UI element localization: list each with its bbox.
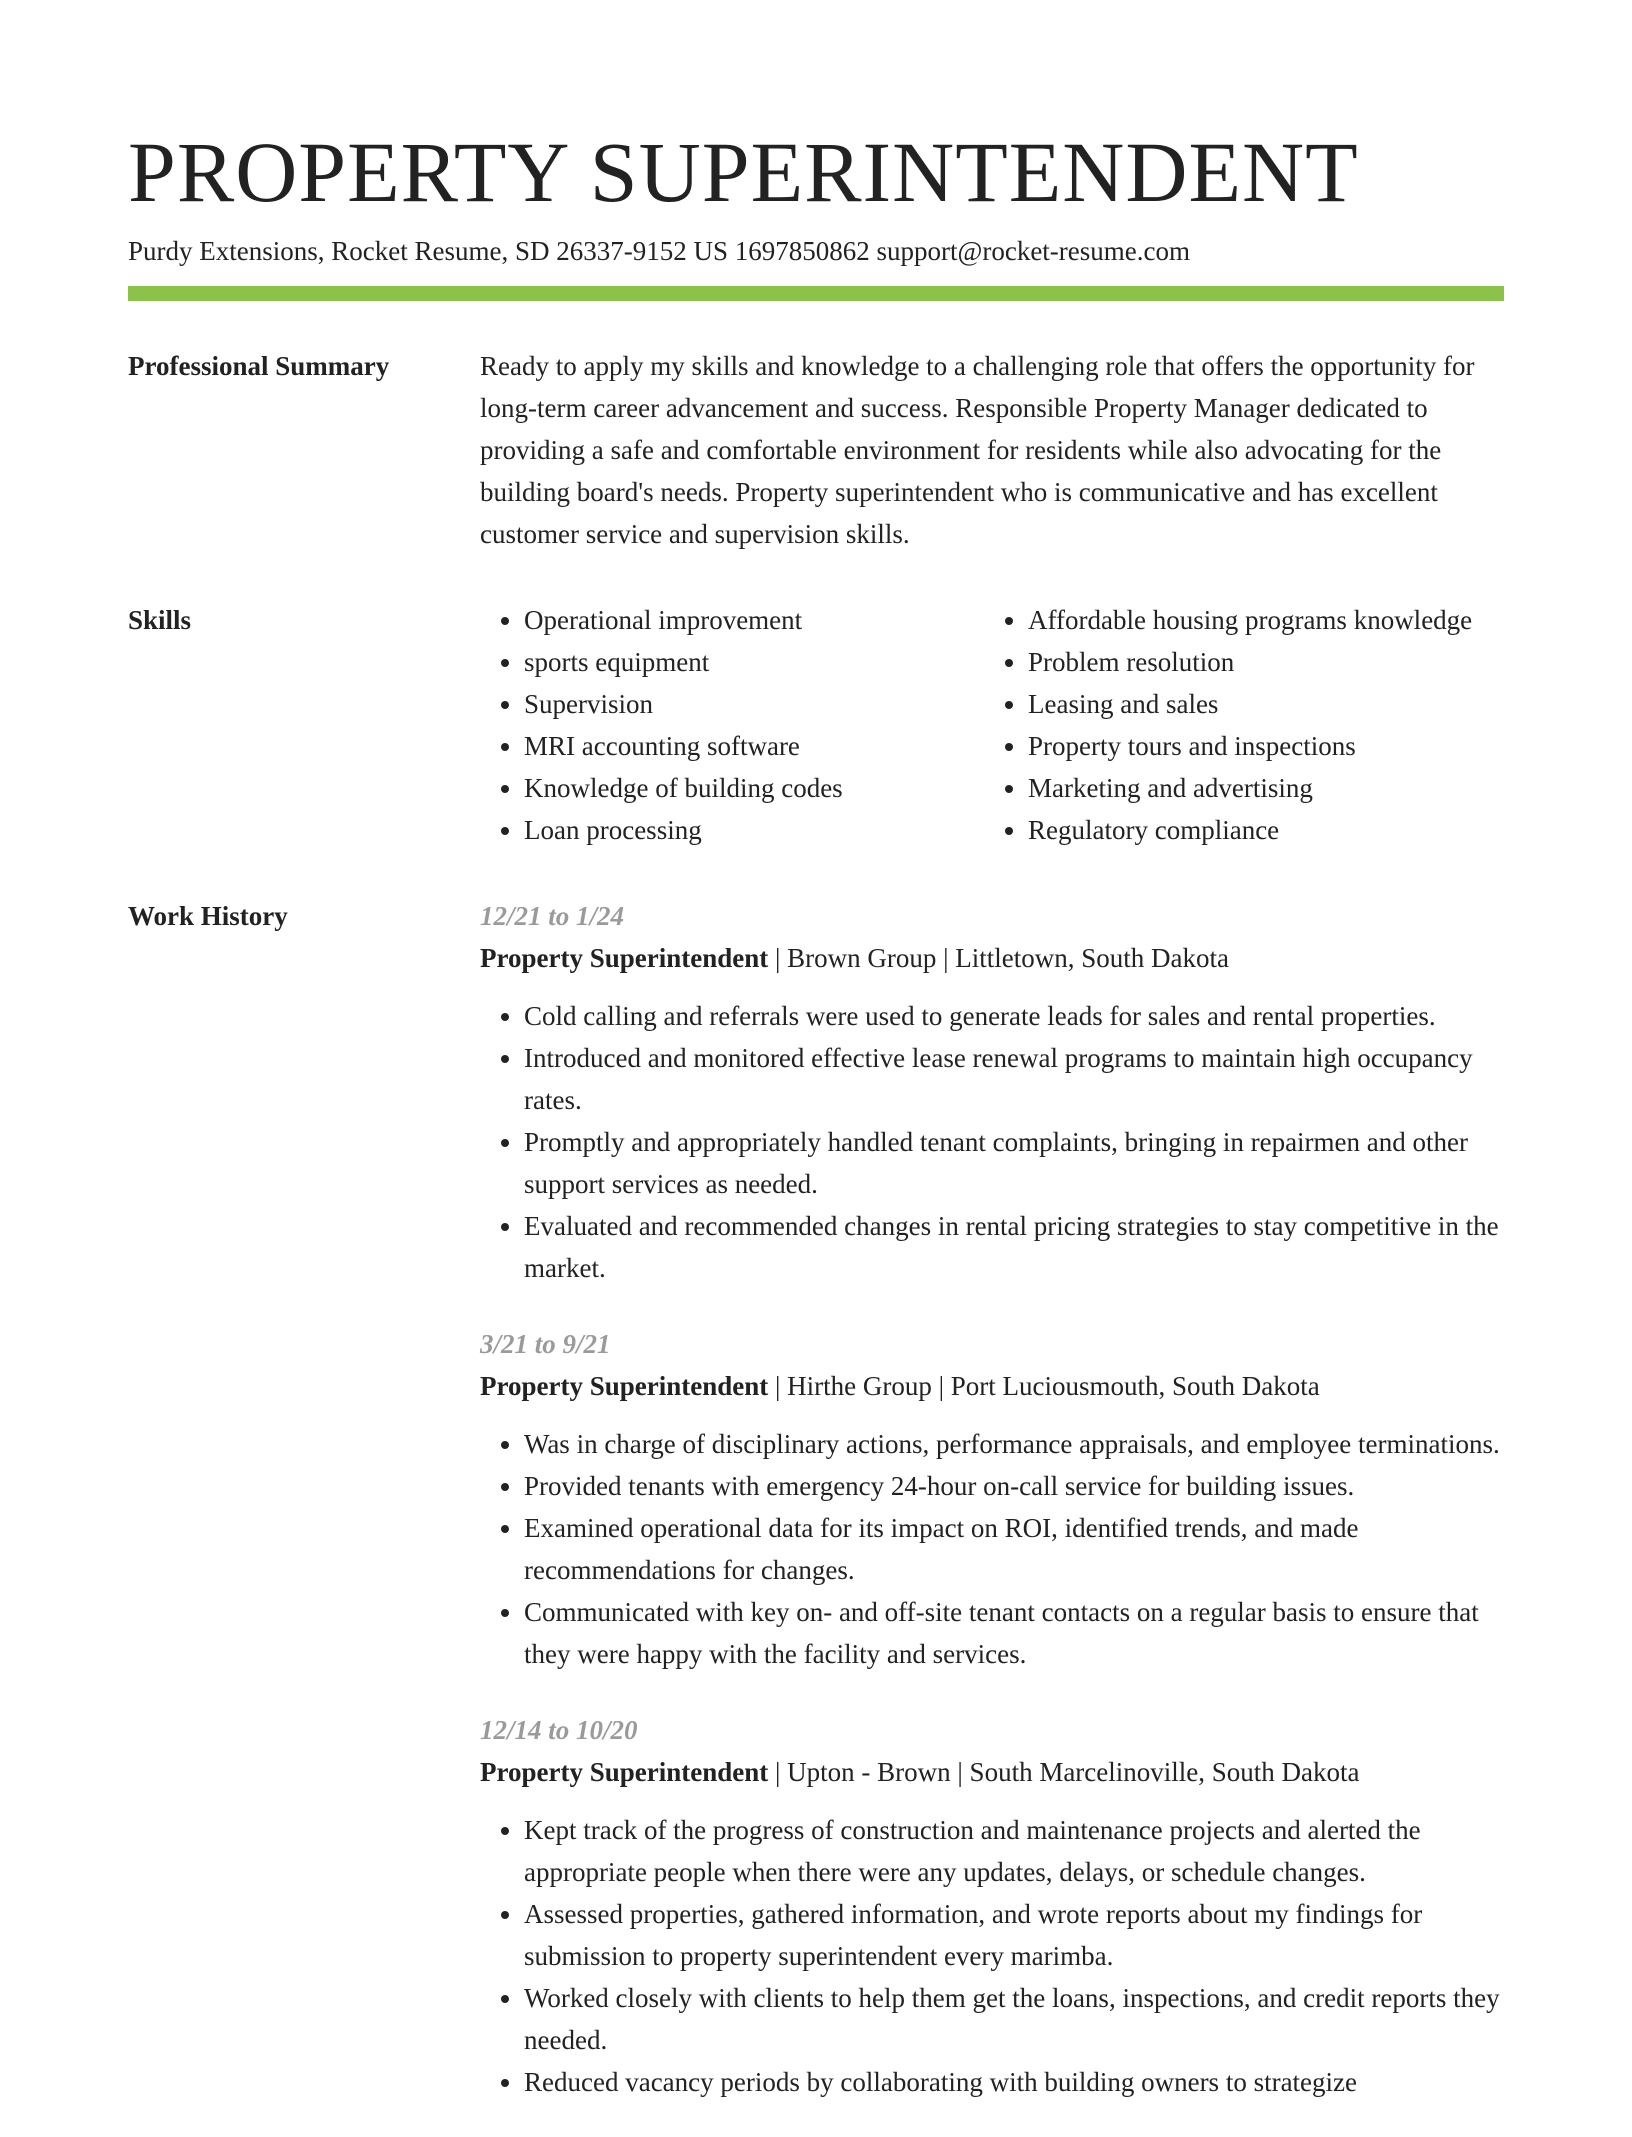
job-heading — [480, 1751, 1504, 1793]
skill-item: • Loan processing — [524, 809, 984, 851]
skill-item: • Knowledge of building codes — [524, 767, 984, 809]
skill-item: • Property tours and inspections — [1028, 725, 1504, 767]
job-bullet: • Evaluated and recommended changes in rental pricing strategies to stay competitive in the market. — [524, 1205, 1504, 1289]
job-entry — [480, 1709, 1504, 2103]
job-bullet: • Introduced and monitored effective lease renewal programs to maintain high occupancy rates. — [524, 1037, 1504, 1121]
skill-item: • Leasing and sales — [1028, 683, 1504, 725]
job-employer-location: | Brown Group | Littletown, South Dakota — [768, 943, 1230, 973]
job-heading — [480, 1365, 1504, 1407]
job-employer-location: | Hirthe Group | Port Luciousmouth, South Dakota — [768, 1371, 1320, 1401]
summary-label: Professional Summary — [128, 351, 390, 381]
job-employer-location: | Upton - Brown | South Marcelinoville, South Dakota — [768, 1757, 1360, 1787]
skill-item: • MRI accounting software — [524, 725, 984, 767]
job-dates: 12/21 to 1/24 — [480, 901, 625, 931]
skills-list-right — [984, 599, 1504, 851]
job-bullet: • Provided tenants with emergency 24-hour on-call service for building issues. — [524, 1465, 1504, 1507]
skill-item: • Problem resolution — [1028, 641, 1504, 683]
contact-line: Purdy Extensions, Rocket Resume, SD 26337-9152 US 1697850862 support@rocket-resume.com — [128, 236, 1191, 266]
job-bullets — [480, 995, 1504, 1289]
skill-item: • Regulatory compliance — [1028, 809, 1504, 851]
summary-section — [128, 345, 1504, 555]
job-bullet: • Assessed properties, gathered information, and wrote reports about my findings for submission to property superintendent every marimba. — [524, 1893, 1504, 1977]
job-entry — [480, 1323, 1504, 1675]
job-dates: 3/21 to 9/21 — [480, 1329, 611, 1359]
job-title: Property Superintendent — [480, 1757, 769, 1787]
job-bullet: • Promptly and appropriately handled tenant complaints, bringing in repairmen and other support services as needed. — [524, 1121, 1504, 1205]
job-entry — [480, 895, 1504, 1289]
summary-text: Ready to apply my skills and knowledge to a challenging role that offers the opportunity for long-term career advancement and success. Responsible Property Manager dedicated to providing a safe and comfortable environment for residents while also advocating for the building board's needs. Property superintendent who is communicative and has excellent customer service and supervision skills. — [480, 351, 1475, 549]
skill-item: • Affordable housing programs knowledge — [1028, 599, 1504, 641]
job-title: Property Superintendent — [480, 943, 769, 973]
work-history-section — [128, 895, 1504, 2137]
job-bullet: • Examined operational data for its impact on ROI, identified trends, and made recommendations for changes. — [524, 1507, 1504, 1591]
skill-item: • Operational improvement — [524, 599, 984, 641]
work-history-label: Work History — [128, 901, 288, 931]
skills-list-left — [480, 599, 984, 851]
job-bullets — [480, 1423, 1504, 1675]
resume-page — [128, 0, 1504, 2137]
job-bullet: • Reduced vacancy periods by collaborating with building owners to strategize — [524, 2061, 1504, 2103]
job-dates: 12/14 to 10/20 — [480, 1715, 638, 1745]
skill-item: • Marketing and advertising — [1028, 767, 1504, 809]
skill-item: • sports equipment — [524, 641, 984, 683]
job-bullet: • Kept track of the progress of construction and maintenance projects and alerted the appropriate people when there were any updates, delays, or schedule changes. — [524, 1809, 1504, 1893]
job-heading — [480, 937, 1504, 979]
skills-label: Skills — [128, 605, 192, 635]
skills-section — [128, 599, 1504, 851]
resume-name: PROPERTY SUPERINTENDENT — [128, 124, 1359, 220]
skill-item: • Supervision — [524, 683, 984, 725]
job-bullet: • Communicated with key on- and off-site tenant contacts on a regular basis to ensure that they were happy with the facility and services. — [524, 1591, 1504, 1675]
job-bullets — [480, 1809, 1504, 2103]
accent-divider — [128, 286, 1504, 301]
job-bullet: • Cold calling and referrals were used to generate leads for sales and rental properties. — [524, 995, 1504, 1037]
job-bullet: • Worked closely with clients to help them get the loans, inspections, and credit reports they needed. — [524, 1977, 1504, 2061]
job-title: Property Superintendent — [480, 1371, 769, 1401]
job-bullet: • Was in charge of disciplinary actions, performance appraisals, and employee terminations. — [524, 1423, 1504, 1465]
